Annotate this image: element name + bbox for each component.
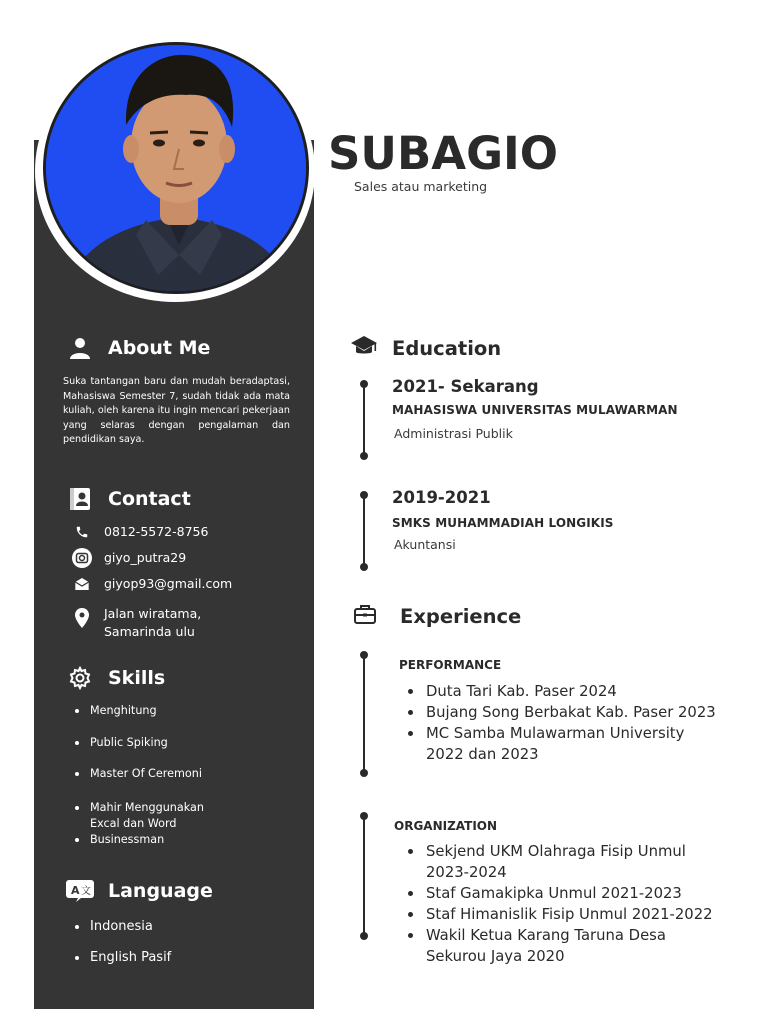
performance-list: [405, 681, 716, 765]
edu-years-2: 2019-2021: [392, 488, 491, 507]
performance-item: Duta Tari Kab. Paser 2024: [405, 681, 716, 702]
performance-label: PERFORMANCE: [399, 658, 502, 672]
location-pin-icon: [72, 605, 92, 631]
skill-item: Menghitung: [74, 703, 157, 719]
education-timeline-1: [363, 383, 365, 457]
organization-item: Staf Gamakipka Unmul 2021-2023: [405, 883, 713, 904]
language-list: [74, 950, 171, 966]
profile-photo: [43, 42, 309, 294]
about-heading: [66, 334, 210, 362]
organization-line-3: Wakil Ketua Karang Taruna Desa: [426, 927, 666, 944]
experience-heading: [354, 604, 521, 628]
skills-title: Skills: [108, 667, 166, 689]
education-title: Education: [392, 336, 502, 360]
organization-item: [405, 925, 713, 967]
experience-title: Experience: [400, 604, 522, 628]
language-item: English Pasif: [74, 950, 171, 966]
contact-phone: [72, 523, 208, 541]
skill-item: [74, 800, 204, 832]
skills-list: [74, 735, 168, 751]
address-line-1: Jalan wiratama,: [104, 606, 202, 621]
user-icon: [66, 334, 94, 362]
instagram-icon: [72, 549, 92, 567]
phone-icon: [72, 523, 92, 541]
svg-text:A: A: [71, 884, 80, 897]
skill-item: Public Spiking: [74, 735, 168, 751]
svg-text:文: 文: [81, 886, 91, 897]
performance-item: Bujang Song Berbakat Kab. Paser 2023: [405, 702, 716, 723]
gear-icon: [66, 664, 94, 692]
language-list: [74, 919, 153, 935]
language-heading: [66, 877, 213, 905]
edu-school-1: MAHASISWA UNIVERSITAS MULAWARMAN: [392, 403, 678, 417]
edu-field-1: Administrasi Publik: [394, 426, 513, 441]
performance-line-1: MC Samba Mulawarman University: [426, 725, 685, 742]
email-text: giyop93@gmail.com: [104, 576, 233, 591]
skill-item: Master Of Ceremoni: [74, 766, 202, 782]
education-timeline-2: [363, 494, 365, 568]
contact-email: [72, 575, 232, 593]
skill-line-2: Excal dan Word: [90, 817, 177, 830]
about-text: Suka tantangan baru dan mudah beradaptasi, Mahasiswa Semester 7, sudah tidak ada mata kuliah, oleh karena itu ingin mencari pekerjaan yang selaras dengan pengalaman dan pendidikan saya.: [63, 376, 290, 445]
organization-line-4: Sekurou Jaya 2020: [426, 948, 565, 965]
skill-line-1: Mahir Menggunakan: [90, 801, 204, 814]
skills-heading: [66, 664, 165, 692]
organization-list: [405, 841, 713, 967]
role-subtitle: Sales atau marketing: [354, 179, 488, 194]
edu-years-1: 2021- Sekarang: [392, 377, 539, 396]
address-line-2: Samarinda ulu: [104, 624, 195, 639]
contact-heading: [66, 485, 191, 513]
skills-list: [74, 766, 202, 782]
organization-label: ORGANIZATION: [394, 819, 498, 833]
organization-item: [405, 841, 713, 883]
envelope-icon: [72, 575, 92, 593]
organization-item: Staf Himanislik Fisip Unmul 2021-2022: [405, 904, 713, 925]
phone-text: 0812-5572-8756: [104, 524, 209, 539]
education-heading: [350, 334, 501, 362]
language-title: Language: [108, 880, 213, 902]
about-title: About Me: [108, 337, 211, 359]
briefcase-icon: [354, 604, 376, 628]
performance-line-2: 2022 dan 2023: [426, 746, 539, 763]
organization-line-1: Sekjend UKM Olahraga Fisip Unmul: [426, 843, 686, 860]
edu-school-2: SMKS MUHAMMADIAH LONGIKIS: [392, 516, 614, 530]
organization-line-2: 2023-2024: [426, 864, 507, 881]
skill-item: Businessman: [74, 832, 204, 848]
translate-icon: [66, 877, 94, 905]
contact-card-icon: [66, 485, 94, 513]
address-block: [104, 605, 201, 641]
name-heading: SUBAGIO: [328, 127, 559, 180]
experience-timeline-1: [363, 654, 365, 774]
skills-list: [74, 800, 204, 848]
skills-list: [74, 703, 157, 719]
contact-instagram: [72, 549, 186, 567]
experience-timeline-2: [363, 815, 365, 937]
performance-item: [405, 723, 716, 765]
instagram-text: giyo_putra29: [104, 550, 187, 565]
language-item: Indonesia: [74, 919, 153, 935]
contact-title: Contact: [108, 488, 191, 510]
contact-address: [72, 605, 201, 641]
edu-field-2: Akuntansi: [394, 537, 456, 552]
graduation-cap-icon: [350, 334, 378, 362]
